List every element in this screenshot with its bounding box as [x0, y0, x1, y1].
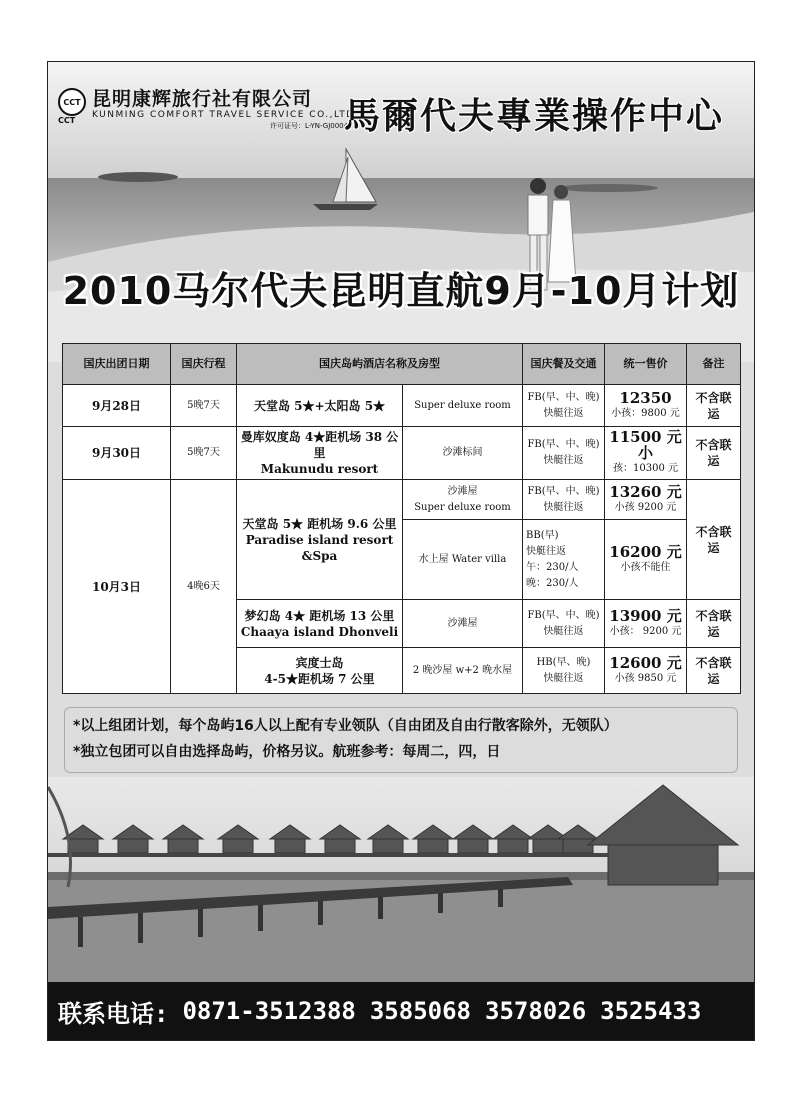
- center-title: 馬爾代夫專業操作中心: [344, 95, 725, 137]
- row-meal: FB(早、中、晚) 快艇往返: [523, 480, 605, 520]
- row-price: 13900 元 小孩： 9200 元: [605, 600, 687, 648]
- row-hotel: 天堂岛 5★+太阳岛 5★: [237, 385, 403, 427]
- row-price: 12600 元 小孩 9850 元: [605, 648, 687, 694]
- row-itinerary: 5晚7天: [171, 427, 237, 480]
- company-name-en: KUNMING COMFORT TRAVEL SERVICE CO.,LTD.: [92, 110, 360, 120]
- row-note: 不含联运: [687, 385, 741, 427]
- row-note: 不含联运: [687, 600, 741, 648]
- row-itinerary: 4晚6天: [171, 480, 237, 694]
- header-hotel: 国庆岛屿酒店名称及房型: [237, 344, 523, 385]
- poster: [47, 61, 755, 1041]
- license-number: 许可证号：L-YN-GJ00042: [270, 122, 353, 130]
- row-note: 不含联运: [687, 480, 741, 600]
- header-itinerary: 国庆行程: [171, 344, 237, 385]
- phone-number: 3525433: [600, 997, 702, 1025]
- row-price: 12350 小孩：9800 元: [605, 385, 687, 427]
- table-header-row: [63, 344, 741, 385]
- phone-number: 0871-3512388: [182, 997, 356, 1025]
- row-hotel: 梦幻岛 4★ 距机场 13 公里 Chaaya island Dhonveli: [237, 600, 403, 648]
- table-row: [63, 480, 741, 520]
- table-row: [63, 427, 741, 480]
- row-meal: BB(早) 快艇往返 午：230/人 晚：230/人: [523, 520, 605, 600]
- row-date: 9月30日: [63, 427, 171, 480]
- contact-label: 联系电话:: [58, 999, 169, 1028]
- row-date: 10月3日: [63, 480, 171, 694]
- row-meal: FB(早、中、晚) 快艇往返: [523, 427, 605, 480]
- table-row: [63, 385, 741, 427]
- header-note: 备注: [687, 344, 741, 385]
- row-meal: FB(早、中、晚) 快艇往返: [523, 385, 605, 427]
- row-price: 16200 元 小孩不能住: [605, 520, 687, 600]
- row-room: 水上屋 Water villa: [403, 520, 523, 600]
- row-room: 沙滩标间: [403, 427, 523, 480]
- row-meal: HB(早、晚) 快艇往返: [523, 648, 605, 694]
- header-price: 统一售价: [605, 344, 687, 385]
- row-room: 2 晚沙屋 w+2 晚水屋: [403, 648, 523, 694]
- hero-photo: [48, 62, 754, 362]
- header-meal: 国庆餐及交通: [523, 344, 605, 385]
- row-meal: FB(早、中、晚) 快艇往返: [523, 600, 605, 648]
- logo-cct-label: CCT: [58, 116, 76, 125]
- note-line-1: *以上组团计划，每个岛屿16人以上配有专业领队（自由团及自由行散客除外，无领队）: [73, 718, 618, 734]
- logo-badge-text: CCT: [63, 97, 81, 107]
- main-title: 2010马尔代夫昆明直航9月-10月计划: [62, 269, 740, 313]
- company-logo-icon: [58, 88, 86, 116]
- row-price: 13260 元 小孩 9200 元: [605, 480, 687, 520]
- phone-number: 3585068: [369, 997, 471, 1025]
- row-room: 沙滩屋 Super deluxe room: [403, 480, 523, 520]
- row-itinerary: 5晚7天: [171, 385, 237, 427]
- row-room: 沙滩屋: [403, 600, 523, 648]
- row-hotel: 宾度士岛 4-5★距机场 7 公里: [237, 648, 403, 694]
- row-room: Super deluxe room: [403, 385, 523, 427]
- price-table: [62, 343, 741, 694]
- price-table-wrapper: [62, 343, 740, 694]
- water-villa-image: [48, 777, 754, 982]
- notes-box: [64, 707, 738, 773]
- contact-bar: [48, 982, 754, 1040]
- company-logo-block: [58, 88, 359, 131]
- row-date: 9月28日: [63, 385, 171, 427]
- row-hotel: 曼库奴度岛 4★距机场 38 公里 Makunudu resort: [237, 427, 403, 480]
- note-line-2: *独立包团可以自由选择岛屿，价格另议。航班参考：每周二，四，日: [73, 744, 501, 760]
- row-note: 不含联运: [687, 427, 741, 480]
- water-villa-photo: [48, 777, 754, 982]
- header-date: 国庆出团日期: [63, 344, 171, 385]
- row-price: 11500 元小 孩：10300 元: [605, 427, 687, 480]
- company-name-cn: 昆明康辉旅行社有限公司: [92, 88, 313, 110]
- row-hotel: 天堂岛 5★ 距机场 9.6 公里 Paradise island resort &Spa: [237, 480, 403, 600]
- row-note: 不含联运: [687, 648, 741, 694]
- phone-number: 3578026: [485, 997, 587, 1025]
